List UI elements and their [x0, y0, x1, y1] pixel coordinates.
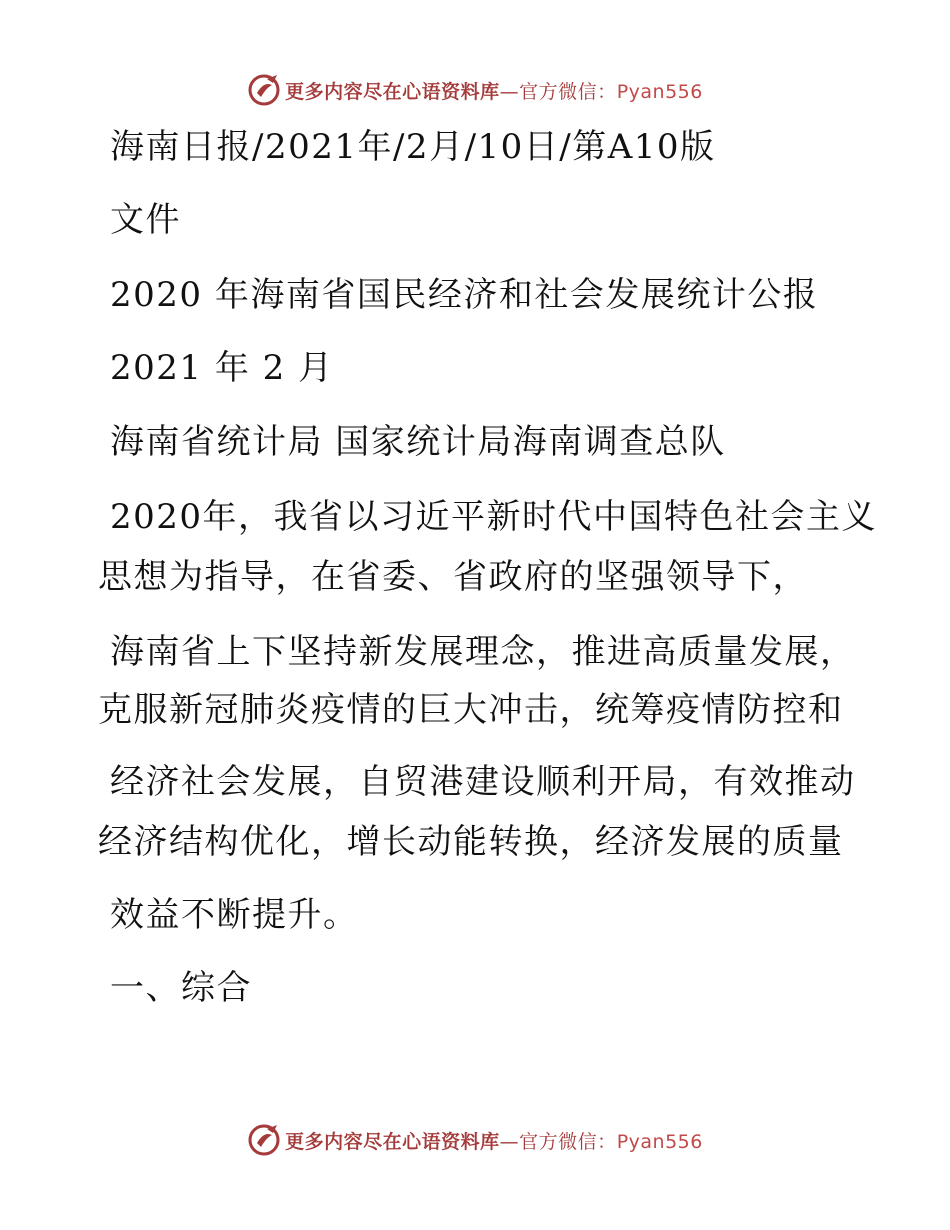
brand-logo-icon [247, 73, 281, 107]
paragraph-line: 效益不断提升。 [110, 895, 359, 935]
paragraph-line: 经济社会发展，自贸港建设顺利开局，有效推动 [110, 762, 856, 802]
watermark-dash: — [499, 1130, 520, 1153]
watermark-footer [0, 1120, 950, 1160]
section-label: 文件 [110, 200, 181, 240]
watermark-dash: — [499, 80, 520, 103]
watermark-text [285, 77, 703, 104]
paragraph-line: 2020年，我省以习近平新时代中国特色社会主义 [110, 497, 878, 537]
watermark-account: Pyan556 [616, 1130, 703, 1153]
brand-logo-icon [247, 1123, 281, 1157]
paragraph-line: 思想为指导，在省委、省政府的坚强领导下， [98, 557, 808, 597]
section-heading: 一、综合 [110, 968, 252, 1008]
paragraph-line: 克服新冠肺炎疫情的巨大冲击，统筹疫情防控和 [98, 690, 844, 730]
document-authors: 海南省统计局 国家统计局海南调查总队 [110, 422, 726, 462]
watermark-text [285, 1127, 703, 1154]
document-title: 2020 年海南省国民经济和社会发展统计公报 [110, 275, 819, 315]
paragraph-line: 海南省上下坚持新发展理念，推进高质量发展， [110, 632, 856, 672]
watermark-main: 更多内容尽在心语资料库 [285, 80, 500, 103]
watermark-account: Pyan556 [616, 80, 703, 103]
watermark-official: 官方微信： [519, 1130, 617, 1153]
document-date: 2021 年 2 月 [110, 348, 334, 388]
watermark-official: 官方微信： [519, 80, 617, 103]
watermark-main: 更多内容尽在心语资料库 [285, 1130, 500, 1153]
watermark-header [0, 70, 950, 110]
source-line: 海南日报/2021年/2月/10日/第A10版 [110, 127, 716, 167]
paragraph-line: 经济结构优化，增长动能转换，经济发展的质量 [98, 822, 844, 862]
